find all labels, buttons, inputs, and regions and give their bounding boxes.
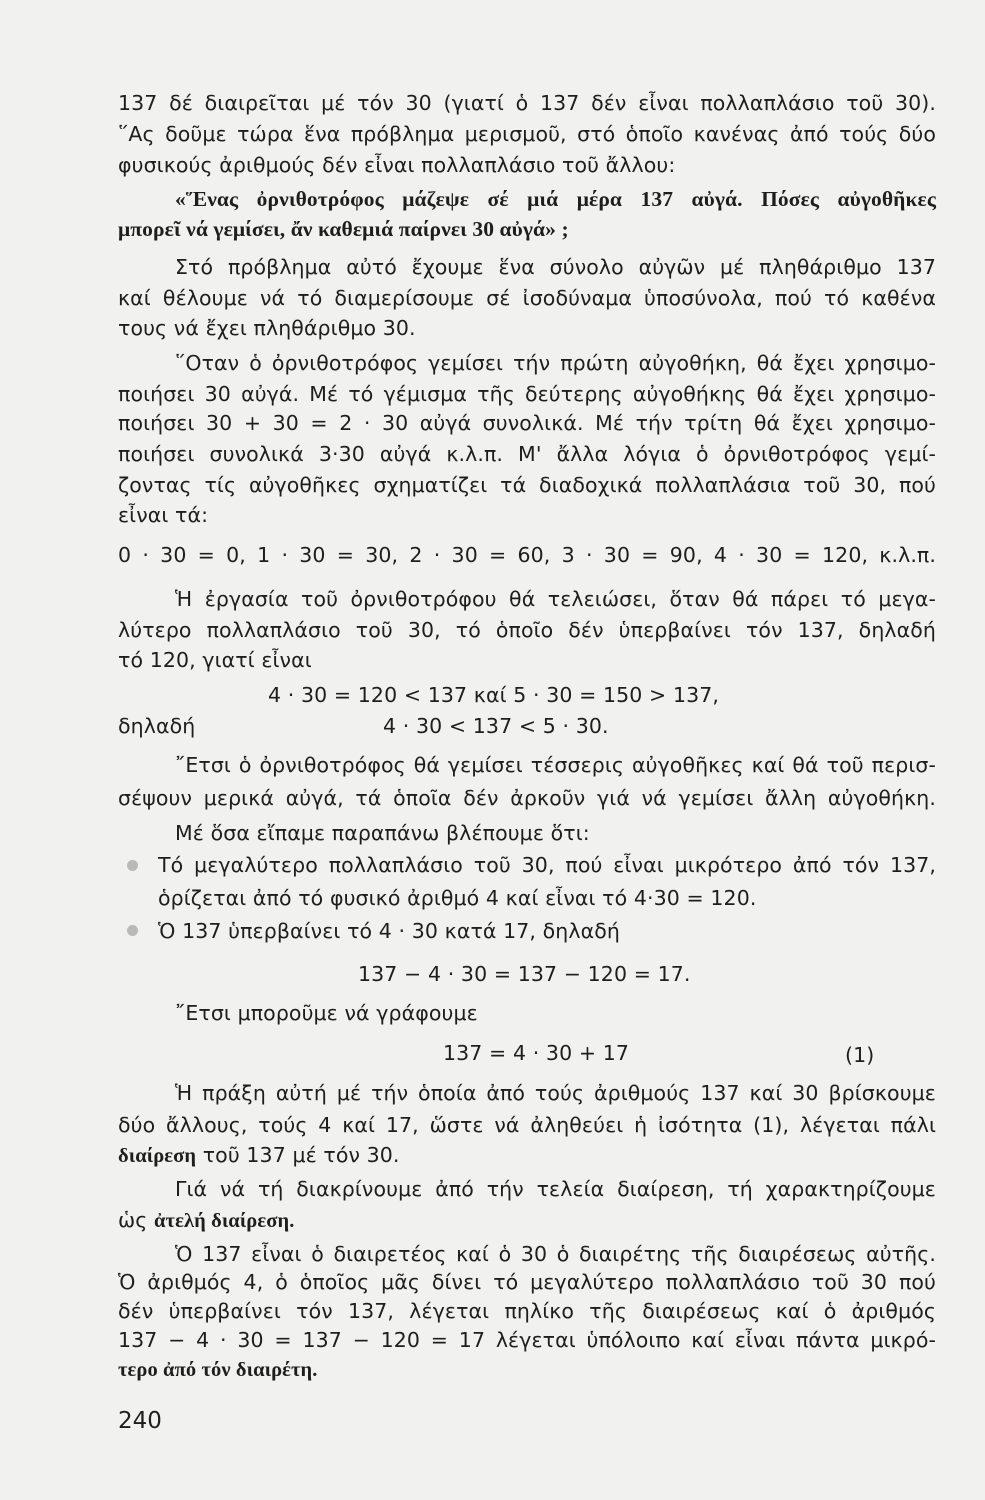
text-line: Γιά νά τή διακρίνουμε ἀπό τήν τελεία διαίρεση, τή χαρακτηρίζουμε [175,1177,936,1201]
text-line: καί θέλουμε νά τό διαμερίσουμε σέ ἰσοδύναμα ὑποσύνολα, πού τό καθένα [118,286,936,310]
text-line: ποιήσει 30 + 30 = 2 · 30 αὐγά συνολικά. Μέ τήν τρίτη θά ἔχει χρησιμο- [118,411,936,435]
text-line: δηλαδή [118,714,196,738]
bullet-icon [127,860,138,871]
problem-statement: «Ἕνας ὀρνιθοτρόφος μάζεψε σέ μιά μέρα 137 αὐγά. Πόσες αὐγοθῆκες [175,187,936,211]
text-line: Ὁ ἀριθμός 4, ὁ ὁποῖος μᾶς δίνει τό μεγαλύτερο πολλαπλάσιο τοῦ 30 πού [118,1270,936,1294]
remainder-formula: 137 − 4 · 30 = 137 − 120 = 17. [358,962,691,986]
list-item: Τό μεγαλύτερο πολλαπλάσιο τοῦ 30, πού εἶναι μικρότερο ἀπό τόν 137, [158,853,936,877]
text-line: εἶναι τά: [118,503,209,527]
text-line: 137 δέ διαιρεῖται μέ τόν 30 (γιατί ὁ 137 δέν εἶναι πολλαπλάσιο τοῦ 30). [118,91,936,115]
equation-number: (1) [845,1043,875,1067]
term-incomplete-division: ἀτελή διαίρεση. [154,1210,295,1232]
text-line [118,1141,936,1170]
division-equation: 137 = 4 · 30 + 17 [443,1041,630,1065]
text-line: τό 120, γιατί εἶναι [118,648,312,672]
text-fragment: τοῦ 137 μέ τόν 30. [196,1143,400,1167]
text-line: Στό πρόβλημα αὐτό ἔχουμε ἕνα σύνολο αὐγῶν μέ πληθάριθμο 137 [175,255,936,279]
text-line: σέψουν μερικά αὐγά, τά ὁποῖα δέν ἀρκοῦν γιά νά γεμίσει ἄλλη αὐγοθήκη. [118,786,936,810]
text-line: ῞Οταν ὁ ὀρνιθοτρόφος γεμίσει τήν πρώτη αὐγοθήκη, θά ἔχει χρησιμο- [175,351,936,375]
list-item: ὁρίζεται ἀπό τό φυσικό ἀριθμό 4 καί εἶναι τό 4·30 = 120. [158,886,757,910]
text-line: δέν ὑπερβαίνει τόν 137, λέγεται πηλίκο τῆς διαιρέσεως καί ὁ ἀριθμός [118,1299,936,1323]
inequality-formula: 4 · 30 = 120 < 137 καί 5 · 30 = 150 > 137, [268,683,719,707]
text-line: ῞Ας δοῦμε τώρα ἕνα πρόβλημα μερισμοῦ, στό ὁποῖο κανένας ἀπό τούς δύο [118,122,936,146]
text-line: φυσικούς ἀριθμούς δέν εἶναι πολλαπλάσιο τοῦ ἄλλου: [118,153,676,177]
text-line [118,1206,936,1235]
text-line: Μέ ὅσα εἴπαμε παραπάνω βλέπουμε ὅτι: [175,821,590,845]
text-line: ῎Ετσι μποροῦμε νά γράφουμε [175,1001,478,1025]
text-line: Ἡ ἐργασία τοῦ ὀρνιθοτρόφου θά τελειώσει, ὅταν θά πάρει τό μεγα- [175,587,936,611]
text-line: τερο ἀπό τόν διαιρέτη. [118,1359,318,1381]
text-line: λύτερο πολλαπλάσιο τοῦ 30, τό ὁποῖο δέν ὑπερβαίνει τόν 137, δηλαδή [118,618,936,642]
term-division: διαίρεση [118,1145,197,1167]
multiples-formula: 0 · 30 = 0, 1 · 30 = 30, 2 · 30 = 60, 3 · 30 = 90, 4 · 30 = 120, κ.λ.π. [118,543,936,567]
text-line: δύο ἄλλους, τούς 4 καί 17, ὥστε νά ἀληθεύει ἡ ἰσότητα (1), λέγεται πάλι [118,1113,936,1137]
text-line: ῎Ετσι ὁ ὀρνιθοτρόφος θά γεμίσει τέσσερις αὐγοθῆκες καί θά τοῦ περισ- [175,753,936,777]
text-line: ποιήσει 30 αὐγά. Μέ τό γέμισμα τῆς δεύτερης αὐγοθήκης θά ἔχει χρησιμο- [118,382,936,406]
bullet-icon [127,925,138,936]
list-item: Ὁ 137 ὑπερβαίνει τό 4 · 30 κατά 17, δηλαδή [158,919,620,943]
text-fragment: ὡς [118,1208,155,1232]
text-line: Ἡ πράξη αὐτή μέ τήν ὁποία ἀπό τούς ἀριθμούς 137 καί 30 βρίσκουμε [175,1081,936,1105]
inequality-formula: 4 · 30 < 137 < 5 · 30. [383,714,609,738]
text-line: 137 − 4 · 30 = 137 − 120 = 17 λέγεται ὑπόλοιπο καί εἶναι πάντα μικρό- [118,1328,936,1352]
problem-statement: μπορεῖ νά γεμίσει, ἄν καθεμιά παίρνει 30 αὐγά» ; [118,217,569,241]
text-line: ζοντας τίς αὐγοθῆκες σχηματίζει τά διαδοχικά πολλαπλάσια τοῦ 30, πού [118,473,936,497]
text-line: ποιήσει συνολικά 3·30 αὐγά κ.λ.π. Μ' ἄλλα λόγια ὁ ὀρνιθοτρόφος γεμί- [118,442,936,466]
page-number: 240 [118,1408,162,1434]
text-line: τους νά ἔχει πληθάριθμο 30. [118,316,416,340]
text-line: Ὁ 137 εἶναι ὁ διαιρετέος καί ὁ 30 ὁ διαιρέτης τῆς διαιρέσεως αὐτῆς. [175,1242,936,1266]
